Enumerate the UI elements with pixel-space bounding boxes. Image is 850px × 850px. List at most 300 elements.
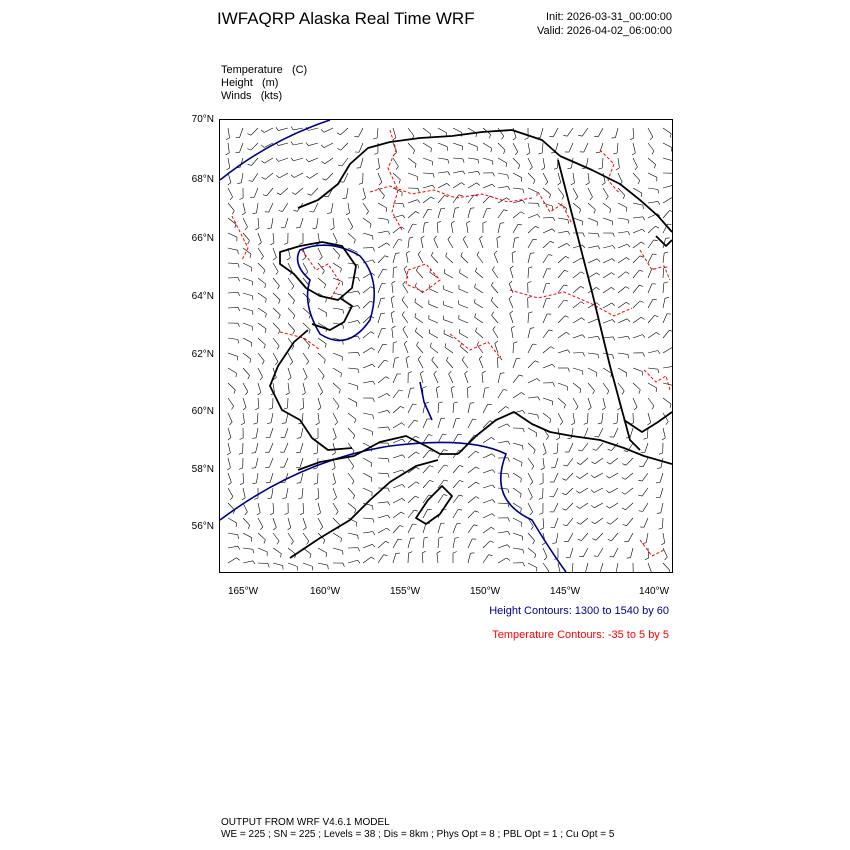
wind-barb [228, 398, 234, 406]
wind-barb-flag [521, 393, 524, 395]
wind-barb-flag [338, 255, 340, 259]
wind-barb [392, 283, 393, 293]
wind-barb-flag [264, 345, 266, 349]
wind-barb-flag [475, 451, 479, 453]
wind-barb [528, 413, 538, 415]
wind-barb-flag [304, 377, 307, 380]
map-title: IWFAQRP Alaska Real Time WRF [217, 9, 475, 28]
wind-barb [474, 303, 483, 308]
wind-barb [363, 544, 372, 548]
wind-barb [648, 413, 651, 423]
wind-barb-flag [521, 478, 522, 482]
wind-barb [318, 368, 324, 376]
wind-barb [265, 173, 273, 179]
wind-barb [528, 253, 530, 263]
wind-barb-flag [232, 211, 234, 215]
wind-barb-flag [507, 558, 510, 561]
wind-barb [663, 533, 665, 543]
wind-barb-flag [642, 543, 646, 544]
wind-barb-flag [392, 281, 396, 283]
wind-barb [558, 413, 563, 422]
wind-barb [543, 398, 553, 401]
wind-barb-flag [518, 224, 522, 225]
wind-barb-flag [490, 541, 494, 543]
wind-barb [273, 263, 278, 272]
wind-barb-flag [264, 540, 266, 544]
wind-barb-flag [331, 228, 335, 230]
wind-barb [661, 458, 663, 468]
wind-barb [491, 286, 498, 294]
wind-barb [467, 223, 469, 233]
wind-barb-flag [538, 203, 539, 207]
wind-barb [483, 514, 492, 518]
wind-barb-flag [537, 379, 540, 382]
wind-barb-flag [453, 552, 457, 553]
wind-barb-flag [298, 498, 302, 499]
wind-barb [243, 548, 253, 549]
wind-barb [626, 503, 633, 510]
wind-barb-flag [583, 335, 586, 338]
wind-barb-flag [530, 497, 533, 500]
wind-barb-flag [492, 267, 494, 270]
wind-barb [258, 293, 266, 299]
wind-barb [528, 473, 533, 482]
wind-barb-flag [388, 231, 390, 234]
wind-barb-flag [578, 135, 582, 136]
wind-barb-flag [641, 317, 644, 319]
wind-barb-flag [445, 195, 449, 196]
wind-barb [363, 203, 369, 211]
wind-barb-flag [670, 211, 672, 212]
wind-barb-flag [523, 200, 525, 203]
wind-barb-flag [227, 453, 230, 455]
wind-barb-flag [238, 278, 240, 282]
wind-barb-flag [248, 525, 250, 529]
wind-barb-flag [577, 463, 581, 465]
wind-barb-flag [260, 377, 263, 380]
wind-barb-flag [541, 168, 544, 170]
wind-barb-flag [448, 160, 449, 164]
wind-barb-flag [659, 453, 663, 454]
wind-barb-flag [616, 168, 619, 170]
wind-barb-flag [230, 197, 233, 200]
wind-barb-flag [415, 164, 416, 168]
wind-barb [543, 347, 551, 353]
wind-barb [468, 171, 478, 173]
wind-barb-flag [383, 344, 387, 345]
wind-barb [492, 270, 498, 278]
wind-barb-flag [576, 476, 579, 478]
model-config: WE = 225 ; SN = 225 ; Levels = 38 ; Dis = 8km ; Phys Opt = 8 ; PBL Opt = 1 ; Cu Opt = 5 [221, 829, 615, 840]
wind-barb-flag [434, 236, 437, 239]
wind-barb [378, 269, 383, 278]
wind-barb [543, 364, 552, 368]
wind-barb [430, 347, 438, 353]
wind-barb [573, 173, 575, 183]
wind-barb-flag [262, 177, 266, 179]
wind-barb [363, 301, 370, 308]
wind-barb [588, 353, 598, 354]
wind-barb-flag [306, 143, 308, 146]
wind-barb [326, 173, 333, 180]
wind-barb-flag [583, 245, 586, 248]
wind-barb-flag [402, 484, 405, 487]
wind-barb [378, 256, 385, 263]
wind-barb-flag [253, 561, 255, 564]
wind-barb-flag [430, 343, 431, 347]
wind-barb-flag [277, 541, 279, 544]
wind-barb-flag [355, 419, 356, 423]
wind-barb-flag [275, 362, 278, 365]
wind-barb-flag [626, 258, 629, 260]
wind-barb-flag [553, 453, 557, 454]
wind-barb [318, 548, 327, 553]
wind-barb [318, 413, 319, 423]
wind-barb-flag [388, 427, 390, 431]
wind-barb [558, 270, 564, 278]
wind-barb [423, 480, 430, 488]
wind-barb-flag [639, 285, 643, 286]
wind-barb [646, 533, 648, 543]
wind-barb [453, 143, 463, 146]
wind-barb-flag [366, 211, 368, 214]
wind-barb-flag [358, 352, 360, 356]
wind-barb-flag [261, 145, 264, 148]
wind-barb-flag [353, 435, 355, 439]
field-winds-unit: (kts) [260, 90, 283, 102]
wind-barb [301, 428, 303, 438]
wind-barb-flag [276, 158, 279, 161]
wind-barb-flag [402, 423, 405, 426]
wind-barb [615, 128, 618, 138]
wind-barb [438, 523, 441, 533]
wind-barb [273, 233, 274, 243]
wind-barb-flag [417, 342, 419, 346]
wind-barb-flag [434, 371, 437, 374]
wind-barb [558, 173, 561, 183]
wind-barb-flag [661, 543, 664, 545]
wind-barb [318, 518, 323, 527]
wind-barb-flag [320, 392, 323, 395]
wind-barb-flag [478, 171, 480, 174]
coastline-panhandle [624, 412, 672, 432]
wind-barb [468, 143, 477, 147]
wind-barb [618, 272, 626, 278]
wind-barb-flag [322, 271, 324, 275]
wind-barb-flag [656, 388, 657, 392]
wind-barb [453, 495, 459, 503]
wind-barb-flag [548, 255, 552, 256]
wind-barb [468, 482, 476, 488]
wind-barb [438, 209, 441, 219]
wind-barb [256, 473, 258, 483]
wind-barb [459, 319, 468, 323]
wind-barb-flag [670, 404, 671, 408]
model-info: OUTPUT FROM WRF V4.6.1 MODEL [221, 817, 390, 828]
wind-barb [498, 503, 508, 504]
wind-barb-flag [639, 270, 643, 271]
wind-barb [648, 269, 652, 278]
wind-barb-flag [652, 151, 654, 154]
wind-barb [580, 488, 589, 493]
wind-barb [633, 285, 639, 293]
wind-barb [633, 188, 642, 193]
wind-barb [483, 437, 491, 443]
wind-barb-flag [383, 269, 387, 270]
wind-barb-flag [306, 159, 309, 162]
wind-barb-flag [658, 369, 659, 373]
wind-barb [584, 143, 588, 152]
field-height-unit: (m) [261, 77, 279, 89]
wind-barb [303, 518, 306, 528]
wind-barb [333, 548, 343, 551]
coastline-aleutian [290, 460, 438, 558]
wind-barb [279, 158, 288, 161]
wind-barb-flag [493, 326, 496, 329]
wind-barb [281, 188, 289, 195]
wind-barb-flag [269, 408, 273, 409]
wind-barb-flag [287, 258, 290, 260]
wind-barb [459, 304, 468, 308]
wind-barb [273, 548, 281, 554]
wind-barb [363, 364, 372, 368]
field-height-name: Height [221, 77, 253, 89]
wind-barb [273, 563, 283, 566]
wind-barb-flag [226, 153, 230, 155]
wind-barb-flag [483, 222, 487, 224]
wind-barb-flag [568, 438, 572, 439]
wind-barb-flag [395, 358, 399, 359]
wind-barb [348, 560, 358, 563]
wind-barb [360, 158, 363, 168]
wind-barb [378, 393, 387, 398]
wind-barb-flag [445, 343, 446, 347]
wind-barb [403, 329, 408, 338]
wind-barb [558, 218, 568, 220]
wind-barb [333, 233, 337, 242]
wind-barb-flag [449, 371, 452, 374]
wind-barb [243, 488, 245, 498]
wind-barb-flag [568, 168, 572, 169]
wind-barb [416, 271, 423, 278]
wind-barb [582, 443, 588, 451]
wind-barb-flag [291, 127, 293, 130]
wind-barb [603, 287, 611, 293]
wind-barb-flag [566, 256, 570, 258]
wind-barb [663, 383, 672, 385]
wind-barb [483, 196, 490, 203]
wind-barb [558, 285, 564, 293]
wind-barb-flag [424, 222, 428, 223]
wind-barb [642, 473, 648, 481]
wind-barb-flag [446, 357, 448, 361]
wind-barb [453, 208, 455, 218]
wind-barb [513, 443, 523, 446]
wind-barb [264, 128, 273, 133]
wind-barb-flag [403, 215, 406, 218]
wind-barb-flag [613, 423, 617, 424]
wind-barb [317, 443, 318, 453]
wind-barb-flag [476, 467, 479, 469]
wind-barb [528, 563, 537, 568]
wind-barb-flag [672, 198, 673, 200]
wind-barb [363, 348, 372, 353]
wind-barb [444, 273, 453, 278]
wind-barb [528, 239, 533, 248]
wind-barb [567, 518, 573, 526]
wind-barb-flag [576, 491, 579, 493]
wind-barb-flag [239, 468, 243, 469]
wind-barb [378, 458, 388, 459]
wind-barb [342, 158, 348, 166]
wind-barb [333, 308, 343, 310]
wind-barb [318, 383, 323, 392]
wind-barb [423, 173, 433, 174]
wind-barb [528, 214, 537, 218]
wind-barb [288, 518, 291, 528]
wind-barb-flag [358, 291, 360, 294]
wind-barb-flag [321, 145, 324, 148]
wind-barb [510, 268, 513, 278]
wind-barb [618, 383, 624, 391]
wind-barb-flag [491, 297, 493, 301]
wind-barb [566, 488, 573, 495]
wind-barb [603, 303, 612, 308]
wind-barb-flag [622, 478, 626, 480]
wind-barb-flag [439, 402, 443, 403]
wind-barb [378, 377, 386, 383]
wind-barb [243, 203, 245, 213]
wind-barb-flag [515, 152, 518, 155]
wind-barb-flag [492, 500, 495, 503]
wind-barb [393, 406, 401, 413]
wind-barb [633, 143, 635, 153]
wind-barb-flag [416, 467, 419, 469]
wind-barb [483, 404, 488, 413]
wind-barb [448, 239, 453, 248]
wind-barb-flag [265, 284, 266, 288]
wind-barb-flag [245, 512, 248, 515]
wind-barb-flag [530, 512, 533, 515]
wind-barb-flag [523, 428, 524, 432]
wind-barb [556, 533, 558, 543]
wind-barb-flag [328, 565, 329, 569]
wind-barb [258, 518, 263, 527]
wind-barb-flag [627, 319, 630, 322]
wind-barb-flag [635, 167, 638, 170]
wind-barb-flag [489, 555, 493, 556]
wind-barb-flag [519, 375, 523, 376]
wind-barb [288, 323, 295, 331]
wind-barb [408, 173, 417, 177]
wind-barb-flag [564, 285, 568, 286]
wind-barb-flag [431, 148, 432, 152]
wind-barb-flag [313, 468, 317, 469]
wind-barb [228, 203, 234, 211]
wind-barb [543, 563, 549, 571]
wind-barb-flag [654, 240, 658, 241]
wind-barb-flag [460, 465, 464, 466]
wind-barb [513, 158, 520, 165]
wind-barb-flag [278, 330, 280, 334]
wind-barb [633, 383, 640, 390]
wind-barb [453, 195, 459, 203]
wind-barb [258, 563, 268, 564]
wind-barb [243, 278, 252, 281]
wind-barb-flag [539, 513, 543, 514]
wind-barb [573, 413, 575, 423]
lon-label: 150°W [469, 586, 501, 597]
wind-barb [663, 283, 664, 293]
wind-barb-flag [292, 286, 294, 289]
wind-barb [228, 443, 230, 453]
field-height [221, 77, 278, 89]
wind-barb [453, 158, 463, 159]
wind-barb [558, 350, 568, 353]
wind-barb [543, 269, 547, 278]
wind-barb [648, 383, 657, 388]
wind-barb-flag [433, 185, 435, 188]
wind-barb [446, 361, 453, 369]
wind-barb-flag [439, 537, 443, 538]
wind-barb [609, 488, 618, 493]
wind-barb-flag [665, 298, 669, 299]
wind-barb-flag [393, 342, 397, 343]
wind-barb-flag [591, 475, 594, 478]
wind-barb-flag [448, 236, 451, 239]
temperature-contour [450, 334, 502, 360]
wind-barb [333, 383, 340, 390]
wind-barb-flag [564, 405, 565, 409]
wind-barb-flag [529, 267, 533, 268]
wind-barb [498, 473, 508, 474]
wind-barb [393, 484, 402, 488]
wind-barb [588, 218, 597, 222]
wind-barb [513, 473, 521, 478]
wind-barb [333, 443, 336, 453]
wind-barb-flag [398, 539, 402, 540]
wind-barb-flag [592, 522, 595, 524]
wind-barb [498, 407, 506, 414]
wind-barb [483, 158, 493, 161]
wind-barb-flag [334, 497, 337, 500]
wind-barb [272, 488, 274, 498]
wind-barb [588, 368, 597, 373]
wind-barb [648, 332, 656, 338]
wind-barb [333, 488, 337, 497]
wind-barb [408, 538, 411, 548]
wind-barb [572, 563, 573, 572]
wind-barb [483, 184, 492, 188]
wind-barb [283, 203, 289, 211]
wind-barb [363, 532, 373, 533]
wind-barb-flag [524, 138, 528, 140]
wind-barb [243, 293, 253, 296]
lat-label: 60°N [191, 406, 214, 417]
wind-barb [257, 203, 259, 213]
wind-barb [393, 128, 396, 138]
wind-barb-flag [278, 286, 280, 290]
wind-barb-flag [508, 518, 510, 522]
wind-barb [648, 284, 652, 293]
wind-barb [543, 284, 546, 294]
wind-barb [631, 548, 634, 558]
wind-barb-flag [444, 465, 448, 466]
wind-barb-flag [598, 246, 600, 249]
wind-barb [588, 273, 597, 278]
wind-barb-flag [317, 513, 320, 515]
wind-barb [663, 548, 667, 557]
